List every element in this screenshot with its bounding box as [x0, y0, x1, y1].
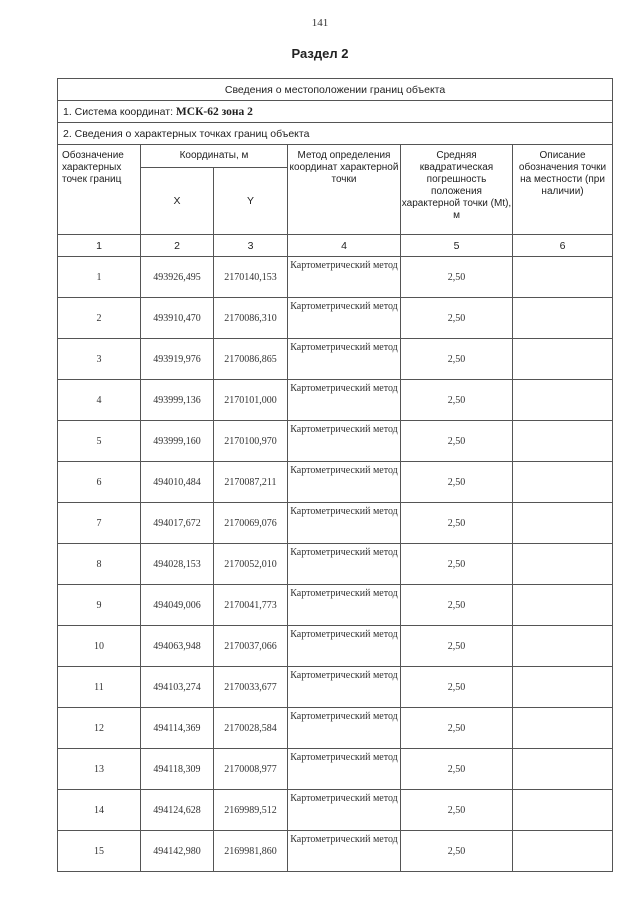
cell-point-number: 3 [58, 339, 141, 380]
cell-method: Картометрический метод [288, 544, 401, 585]
table-row [58, 462, 613, 503]
cell-method: Картометрический метод [288, 585, 401, 626]
cell-x-coordinate: 494103,274 [141, 667, 214, 708]
column-numbers-row [58, 235, 613, 257]
cell-y-coordinate: 2169981,860 [214, 831, 288, 872]
header-method: Метод определения координат характерной точки [288, 145, 401, 235]
cell-y-coordinate: 2170033,677 [214, 667, 288, 708]
cell-accuracy: 2,50 [401, 298, 513, 339]
cell-description [513, 749, 613, 790]
cell-x-coordinate: 494142,980 [141, 831, 214, 872]
cell-description [513, 503, 613, 544]
header-coordinates: Координаты, м [141, 145, 288, 168]
cell-description [513, 667, 613, 708]
cell-y-coordinate: 2170087,211 [214, 462, 288, 503]
cell-x-coordinate: 494124,628 [141, 790, 214, 831]
points-caption: 2. Сведения о характерных точках границ объекта [58, 123, 613, 145]
column-number: 6 [513, 235, 613, 257]
table-row [58, 298, 613, 339]
table-row [58, 339, 613, 380]
column-number: 4 [288, 235, 401, 257]
cell-y-coordinate: 2170086,310 [214, 298, 288, 339]
cell-point-number: 7 [58, 503, 141, 544]
cell-description [513, 708, 613, 749]
cell-method: Картометрический метод [288, 790, 401, 831]
table-row [58, 749, 613, 790]
cell-description [513, 380, 613, 421]
cell-accuracy: 2,50 [401, 708, 513, 749]
cell-accuracy: 2,50 [401, 790, 513, 831]
cell-description [513, 339, 613, 380]
column-number: 1 [58, 235, 141, 257]
cell-description [513, 257, 613, 298]
cell-accuracy: 2,50 [401, 831, 513, 872]
cell-x-coordinate: 493999,136 [141, 380, 214, 421]
cell-method: Картометрический метод [288, 380, 401, 421]
cell-accuracy: 2,50 [401, 585, 513, 626]
coord-system-cell [58, 101, 613, 123]
cell-y-coordinate: 2170052,010 [214, 544, 288, 585]
cell-y-coordinate: 2170037,066 [214, 626, 288, 667]
cell-x-coordinate: 494049,006 [141, 585, 214, 626]
cell-x-coordinate: 494028,153 [141, 544, 214, 585]
cell-x-coordinate: 493999,160 [141, 421, 214, 462]
cell-y-coordinate: 2170041,773 [214, 585, 288, 626]
header-description: Описание обозначения точки на местности (при наличии) [513, 145, 613, 235]
table-row [58, 626, 613, 667]
cell-accuracy: 2,50 [401, 503, 513, 544]
cell-point-number: 10 [58, 626, 141, 667]
cell-method: Картометрический метод [288, 831, 401, 872]
cell-point-number: 5 [58, 421, 141, 462]
coord-system-value: МСК-62 зона 2 [175, 105, 253, 118]
coord-system-row [58, 101, 613, 123]
table-row [58, 708, 613, 749]
column-number: 5 [401, 235, 513, 257]
cell-description [513, 626, 613, 667]
cell-method: Картометрический метод [288, 749, 401, 790]
points-caption-row [58, 123, 613, 145]
cell-point-number: 12 [58, 708, 141, 749]
cell-point-number: 14 [58, 790, 141, 831]
cell-accuracy: 2,50 [401, 257, 513, 298]
cell-method: Картометрический метод [288, 708, 401, 749]
cell-x-coordinate: 494118,309 [141, 749, 214, 790]
cell-point-number: 11 [58, 667, 141, 708]
cell-method: Картометрический метод [288, 421, 401, 462]
cell-description [513, 544, 613, 585]
table-row [58, 667, 613, 708]
table-row [58, 831, 613, 872]
cell-method: Картометрический метод [288, 462, 401, 503]
section-title: Раздел 2 [291, 46, 349, 61]
table-row [58, 790, 613, 831]
cell-y-coordinate: 2170028,584 [214, 708, 288, 749]
header-y: Y [214, 168, 288, 235]
cell-point-number: 13 [58, 749, 141, 790]
boundary-points-table [57, 78, 613, 872]
cell-y-coordinate: 2170069,076 [214, 503, 288, 544]
cell-description [513, 831, 613, 872]
cell-description [513, 790, 613, 831]
cell-method: Картометрический метод [288, 257, 401, 298]
header-point-designation: Обозначение характерных точек границ [58, 145, 141, 235]
page-number: 141 [311, 17, 329, 29]
cell-point-number: 8 [58, 544, 141, 585]
column-number: 3 [214, 235, 288, 257]
cell-x-coordinate: 494063,948 [141, 626, 214, 667]
table-row [58, 421, 613, 462]
cell-accuracy: 2,50 [401, 667, 513, 708]
table-row [58, 585, 613, 626]
cell-description [513, 298, 613, 339]
cell-y-coordinate: 2170100,970 [214, 421, 288, 462]
header-x: X [141, 168, 214, 235]
cell-y-coordinate: 2169989,512 [214, 790, 288, 831]
cell-x-coordinate: 493919,976 [141, 339, 214, 380]
cell-point-number: 6 [58, 462, 141, 503]
cell-accuracy: 2,50 [401, 626, 513, 667]
cell-x-coordinate: 494010,484 [141, 462, 214, 503]
table-row [58, 257, 613, 298]
cell-accuracy: 2,50 [401, 421, 513, 462]
cell-accuracy: 2,50 [401, 749, 513, 790]
cell-method: Картометрический метод [288, 667, 401, 708]
cell-accuracy: 2,50 [401, 380, 513, 421]
cell-point-number: 2 [58, 298, 141, 339]
table-title-row [58, 79, 613, 101]
cell-accuracy: 2,50 [401, 544, 513, 585]
cell-x-coordinate: 494114,369 [141, 708, 214, 749]
column-number: 2 [141, 235, 214, 257]
cell-method: Картометрический метод [288, 626, 401, 667]
cell-y-coordinate: 2170086,865 [214, 339, 288, 380]
table-title: Сведения о местоположении границ объекта [58, 79, 613, 101]
cell-accuracy: 2,50 [401, 339, 513, 380]
cell-method: Картометрический метод [288, 339, 401, 380]
table-row [58, 544, 613, 585]
cell-accuracy: 2,50 [401, 462, 513, 503]
cell-description [513, 462, 613, 503]
cell-point-number: 1 [58, 257, 141, 298]
table-row [58, 380, 613, 421]
header-accuracy: Средняя квадратическая погрешность положения характерной точки (Mt), м [401, 145, 513, 235]
cell-method: Картометрический метод [288, 503, 401, 544]
cell-x-coordinate: 493926,495 [141, 257, 214, 298]
cell-point-number: 4 [58, 380, 141, 421]
coord-system-label: 1. Система координат: [63, 105, 176, 118]
cell-method: Картометрический метод [288, 298, 401, 339]
header-row [58, 145, 613, 168]
cell-description [513, 585, 613, 626]
cell-x-coordinate: 494017,672 [141, 503, 214, 544]
cell-description [513, 421, 613, 462]
cell-point-number: 15 [58, 831, 141, 872]
table-row [58, 503, 613, 544]
cell-point-number: 9 [58, 585, 141, 626]
cell-y-coordinate: 2170140,153 [214, 257, 288, 298]
cell-x-coordinate: 493910,470 [141, 298, 214, 339]
cell-y-coordinate: 2170101,000 [214, 380, 288, 421]
cell-y-coordinate: 2170008,977 [214, 749, 288, 790]
